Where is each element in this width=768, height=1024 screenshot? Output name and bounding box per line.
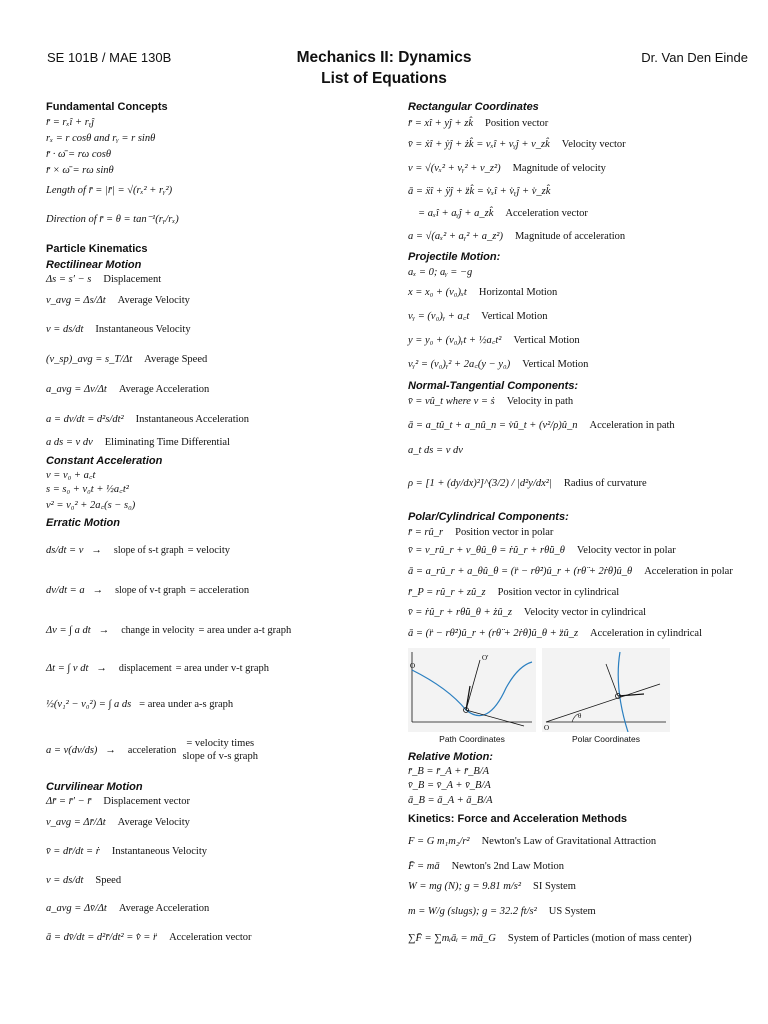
equation-formula: v² = v₀² + 2a꜀(s − s₀) <box>46 499 136 511</box>
equation <box>46 272 386 286</box>
equation <box>46 610 386 650</box>
equation <box>46 722 386 778</box>
equation-formula: = aₓî + aᵧĵ + a_zk̂ <box>418 207 494 219</box>
equation-middle: slope of s-t graph <box>113 544 184 556</box>
equation <box>408 352 738 376</box>
equation-formula: a = dv/dt = d²s/dt² <box>46 413 124 425</box>
equation-formula: F̄ = mā <box>408 860 440 872</box>
equation-formula: r̄ = rû_r <box>408 526 444 538</box>
equation <box>46 808 386 836</box>
equation-formula: rₓ = r cosθ and rᵧ = r sinθ <box>46 132 156 144</box>
svg-text:O: O <box>410 662 416 670</box>
equation-formula: ds/dt = v <box>46 544 84 556</box>
equation-description: Average Velocity <box>117 816 190 828</box>
equation <box>46 866 386 894</box>
equation <box>46 894 386 922</box>
equation <box>408 926 738 950</box>
equation-description: Average Velocity <box>117 294 190 306</box>
equation <box>408 826 738 856</box>
arrow-icon: → <box>105 744 116 756</box>
equation <box>408 764 738 778</box>
equation-formula: ā = a_rû_r + a_θû_θ = (r̈ − rθ̇²)û_r + (rθ̈ + 2ṙθ̇)û_θ <box>408 565 633 577</box>
equation <box>46 530 386 570</box>
equation-result: = velocity times slope of v-s graph <box>182 738 258 762</box>
equation-formula: a_avg = Δv̄/Δt <box>46 902 107 914</box>
equation-formula: r̄_B = r̄_A + r̄_B/A <box>408 765 490 777</box>
equation-description: Average Acceleration <box>118 902 210 914</box>
equation-description: Horizontal Motion <box>478 286 558 298</box>
equation-formula: v = v₀ + a꜀t <box>46 469 96 481</box>
equation-description: Displacement vector <box>103 795 190 807</box>
equation-formula: Δt = ∫ v dt <box>46 662 89 674</box>
polar-coordinates-caption: Polar Coordinates <box>571 734 641 744</box>
equation <box>46 374 386 404</box>
equation-formula: aₓ = 0; aᵧ = −g <box>408 266 473 278</box>
equation <box>408 856 738 876</box>
equation-description: Acceleration in cylindrical <box>590 627 702 639</box>
equation-formula: (v_sp)_avg = s_T/Δt <box>46 353 133 365</box>
equation-description: Instantaneous Velocity <box>95 323 191 335</box>
equation-middle: displacement <box>118 662 172 674</box>
equation-description: Position vector <box>485 117 549 129</box>
equation <box>408 778 738 792</box>
equation-description: Radius of curvature <box>563 477 647 489</box>
svg-text:O: O <box>544 724 550 732</box>
equation-formula: v̄ = vû_t where v = ṡ <box>408 395 495 407</box>
section-heading-relative: Relative Motion: <box>408 751 493 763</box>
figures-row <box>408 648 738 744</box>
equation-description: Average Acceleration <box>118 383 210 395</box>
equation-description: Vertical Motion <box>481 310 548 322</box>
equation <box>46 496 386 514</box>
equation <box>46 162 386 178</box>
section-heading-erratic-motion: Erratic Motion <box>46 517 120 529</box>
equation-formula: r̄ = rₓî + rᵧĵ <box>46 116 95 128</box>
section-heading-kinetics: Kinetics: Force and Acceleration Methods <box>408 813 628 825</box>
equation-description: Newton's Law of Gravitational Attraction <box>481 835 657 847</box>
equation <box>46 344 386 374</box>
equation-formula: Δr̄ = r̄′ − r̄ <box>46 795 92 807</box>
equation-description: Eliminating Time Differential <box>104 436 230 448</box>
equation-description: Magnitude of velocity <box>512 162 606 174</box>
equation <box>408 792 738 808</box>
equation <box>46 286 386 314</box>
equation-description: Acceleration in path <box>589 419 675 431</box>
section-heading-constant-acceleration: Constant Acceleration <box>46 455 163 467</box>
equation-description: Position vector in polar <box>455 526 554 538</box>
title-line-1: Mechanics II: Dynamics <box>296 49 472 66</box>
equation-description: Instantaneous Velocity <box>111 845 208 857</box>
equation <box>408 132 738 156</box>
equation <box>408 560 738 582</box>
equation-formula: v̄ = ẋî + ẏĵ + żk̂ = vₓî + vᵧĵ + v_zk̂ <box>408 138 550 150</box>
svg-text:O′: O′ <box>482 654 489 662</box>
equation <box>46 178 386 202</box>
equation-description: System of Particles (motion of mass center) <box>507 932 692 944</box>
equation-description: Vertical Motion <box>513 334 580 346</box>
equation-description: US System <box>548 905 596 917</box>
equation <box>46 314 386 344</box>
equation-formula: Δv = ∫ a dt <box>46 624 91 636</box>
equation-description: Acceleration vector <box>505 207 588 219</box>
equation <box>46 130 386 146</box>
equation-formula: y = y₀ + (v₀)ᵧt + ½a꜀t² <box>408 334 502 346</box>
equation <box>408 524 738 540</box>
section-heading-projectile: Projectile Motion: <box>408 251 501 263</box>
equation <box>408 602 738 622</box>
equation-formula: dv/dt = a <box>46 584 85 596</box>
equation <box>408 441 738 459</box>
section-heading-polar: Polar/Cylindrical Components: <box>408 511 569 523</box>
equation-description: Vertical Motion <box>522 358 589 370</box>
equation-description: Position vector in cylindrical <box>497 586 620 598</box>
equation <box>46 468 386 482</box>
right-column <box>408 98 738 950</box>
equation <box>46 570 386 610</box>
equation-middle: acceleration <box>127 744 177 756</box>
equation <box>46 202 386 236</box>
equation-formula: a_t ds = v dv <box>408 444 463 456</box>
equation-description: Instantaneous Acceleration <box>135 413 250 425</box>
equation-formula: Direction of r̄ = θ = tan⁻¹(rᵧ/rₓ) <box>46 213 179 225</box>
equation <box>46 922 386 952</box>
equation-formula: Δs = s′ − s <box>46 273 92 285</box>
equation <box>46 146 386 162</box>
equation-description: Acceleration vector <box>169 931 252 943</box>
equation <box>408 582 738 602</box>
polar-coordinates-figure <box>542 648 670 744</box>
equation <box>408 280 738 304</box>
equation-description: Newton's 2nd Law Motion <box>451 860 565 872</box>
equation <box>408 202 738 224</box>
equation-formula: Length of r̄ = |r̄| = √(rₓ² + rᵧ²) <box>46 184 173 196</box>
equation <box>408 114 738 132</box>
equation-formula: ā_B = ā_A + ā_B/A <box>408 794 493 806</box>
equation-result: = area under a-t graph <box>198 624 292 636</box>
equation <box>408 896 738 926</box>
equation-formula: v = ds/dt <box>46 874 84 886</box>
equation-formula: v = √(vₓ² + vᵧ² + v_z²) <box>408 162 501 174</box>
instructor-name: Dr. Van Den Einde <box>641 50 748 65</box>
equation <box>46 404 386 434</box>
equation-description: Magnitude of acceleration <box>514 230 626 242</box>
section-heading-normal-tangential: Normal-Tangential Components: <box>408 380 579 392</box>
equation <box>408 328 738 352</box>
course-code: SE 101B / MAE 130B <box>47 50 172 65</box>
equation-formula: v̄ = dr̄/dt = ṙ <box>46 845 100 857</box>
left-column <box>46 98 386 952</box>
section-heading-curvilinear: Curvilinear Motion <box>46 781 143 793</box>
path-coordinates-diagram <box>408 648 536 732</box>
equation-result: = area under v-t graph <box>175 662 270 674</box>
equation <box>408 540 738 560</box>
arrow-icon: → <box>98 624 110 636</box>
equation <box>46 794 386 808</box>
equation-formula: ∑F̄ = ∑mᵢāᵢ = mā_G <box>408 932 496 944</box>
equation <box>408 876 738 896</box>
arrow-icon: → <box>96 662 107 674</box>
equation <box>46 836 386 866</box>
title-line-2: List of Equations <box>321 70 447 87</box>
equation-formula: r̄_P = rû_r + zû_z <box>408 586 486 598</box>
polar-coordinates-diagram <box>542 648 670 732</box>
equation-middle: change in velocity <box>121 624 195 636</box>
equation-result: = velocity <box>187 544 231 556</box>
equation-formula: a = v(dv/ds) <box>46 744 98 756</box>
section-heading-fundamental: Fundamental Concepts <box>46 101 168 113</box>
equation-formula: v = ds/dt <box>46 323 84 335</box>
equation-description: Displacement <box>103 273 162 285</box>
equation-formula: F = G m₁m₂/r² <box>408 835 470 847</box>
section-heading-particle-kinematics: Particle Kinematics <box>46 243 148 255</box>
equation-formula: m = W/g (slugs); g = 32.2 ft/s² <box>408 905 537 917</box>
svg-text:θ: θ <box>578 712 582 720</box>
equation-formula: v̄_B = v̄_A + v̄_B/A <box>408 779 491 791</box>
equation-description: Velocity in path <box>506 395 574 407</box>
equation <box>46 482 386 496</box>
equation <box>408 622 738 644</box>
equation-formula: v_avg = Δs/Δt <box>46 294 106 306</box>
section-heading-rectangular: Rectangular Coordinates <box>408 101 539 113</box>
equation <box>408 264 738 280</box>
equation-formula: ā = (r̈ − rθ̇²)û_r + (rθ̈ + 2ṙθ̇)û_θ + z̈û_z <box>408 627 579 639</box>
equation-formula: r̄ = xî + yĵ + zk̂ <box>408 117 473 129</box>
equation <box>46 650 386 686</box>
equation <box>46 434 386 450</box>
equation-middle: slope of v-t graph <box>115 584 186 596</box>
arrow-icon: → <box>91 544 102 556</box>
equation-formula: a_avg = Δv/Δt <box>46 383 107 395</box>
path-coordinates-caption: Path Coordinates <box>439 734 505 744</box>
equation <box>408 156 738 180</box>
equation-formula: x = x₀ + (v₀)ₓt <box>408 286 467 298</box>
equation-description: Velocity vector in polar <box>576 544 676 556</box>
equation-formula: v̄ = ṙû_r + rθ̇û_θ + żû_z <box>408 606 512 618</box>
equation-formula: vᵧ² = (v₀)ᵧ² + 2a꜀(y − y₀) <box>408 358 511 370</box>
equation-description: Average Speed <box>144 353 208 365</box>
equation <box>46 114 386 130</box>
equation <box>408 459 738 507</box>
equation-description: Velocity vector <box>561 138 626 150</box>
equation <box>408 180 738 202</box>
equation-result: = acceleration <box>189 584 250 596</box>
equation <box>408 393 738 409</box>
equation-formula: r̄ · ω̄ = rω cosθ <box>46 148 111 160</box>
equation-formula: s = s₀ + v₀t + ½a꜀t² <box>46 483 129 495</box>
equation <box>408 409 738 441</box>
equation-formula: ā = dv̄/dt = d²r̄/dt² = v̄̇ = r̈ <box>46 931 158 943</box>
equation-formula: v̄ = v_rû_r + v_θû_θ = ṙû_r + rθ̇û_θ <box>408 544 565 556</box>
equation-formula: W = mg (N); g = 9.81 m/s² <box>408 880 521 892</box>
arrow-icon: → <box>92 584 104 596</box>
path-coordinates-figure <box>408 648 536 744</box>
equation-description: Speed <box>95 874 122 886</box>
equation <box>46 686 386 722</box>
equation <box>408 224 738 248</box>
equation-result: = area under a-s graph <box>139 698 234 710</box>
equation-formula: v_avg = Δr̄/Δt <box>46 816 106 828</box>
equation-formula: vᵧ = (v₀)ᵧ + a꜀t <box>408 310 470 322</box>
equation-description: Velocity vector in cylindrical <box>523 606 647 618</box>
equation-formula: ½(v₁² − v₀²) = ∫ a ds <box>46 698 132 710</box>
equation <box>408 304 738 328</box>
equation-formula: ā = a_tû_t + a_nû_n = v̇û_t + (v²/ρ)û_n <box>408 419 578 431</box>
equation-formula: ρ = [1 + (dy/dx)²]^(3/2) / |d²y/dx²| <box>408 477 552 489</box>
equation-formula: ā = ẍî + ÿĵ + z̈k̂ = v̇ₓî + v̇ᵧĵ + v̇_zk̂ <box>408 185 551 197</box>
equation-description: SI System <box>532 880 576 892</box>
section-heading-rectilinear: Rectilinear Motion <box>46 259 142 271</box>
equation-description: Acceleration in polar <box>644 565 733 577</box>
equation-formula: a = √(aₓ² + aᵧ² + a_z²) <box>408 230 503 242</box>
equation-formula: r̄ × ω̄ = rω sinθ <box>46 164 114 176</box>
equation-formula: a ds = v dv <box>46 436 93 448</box>
